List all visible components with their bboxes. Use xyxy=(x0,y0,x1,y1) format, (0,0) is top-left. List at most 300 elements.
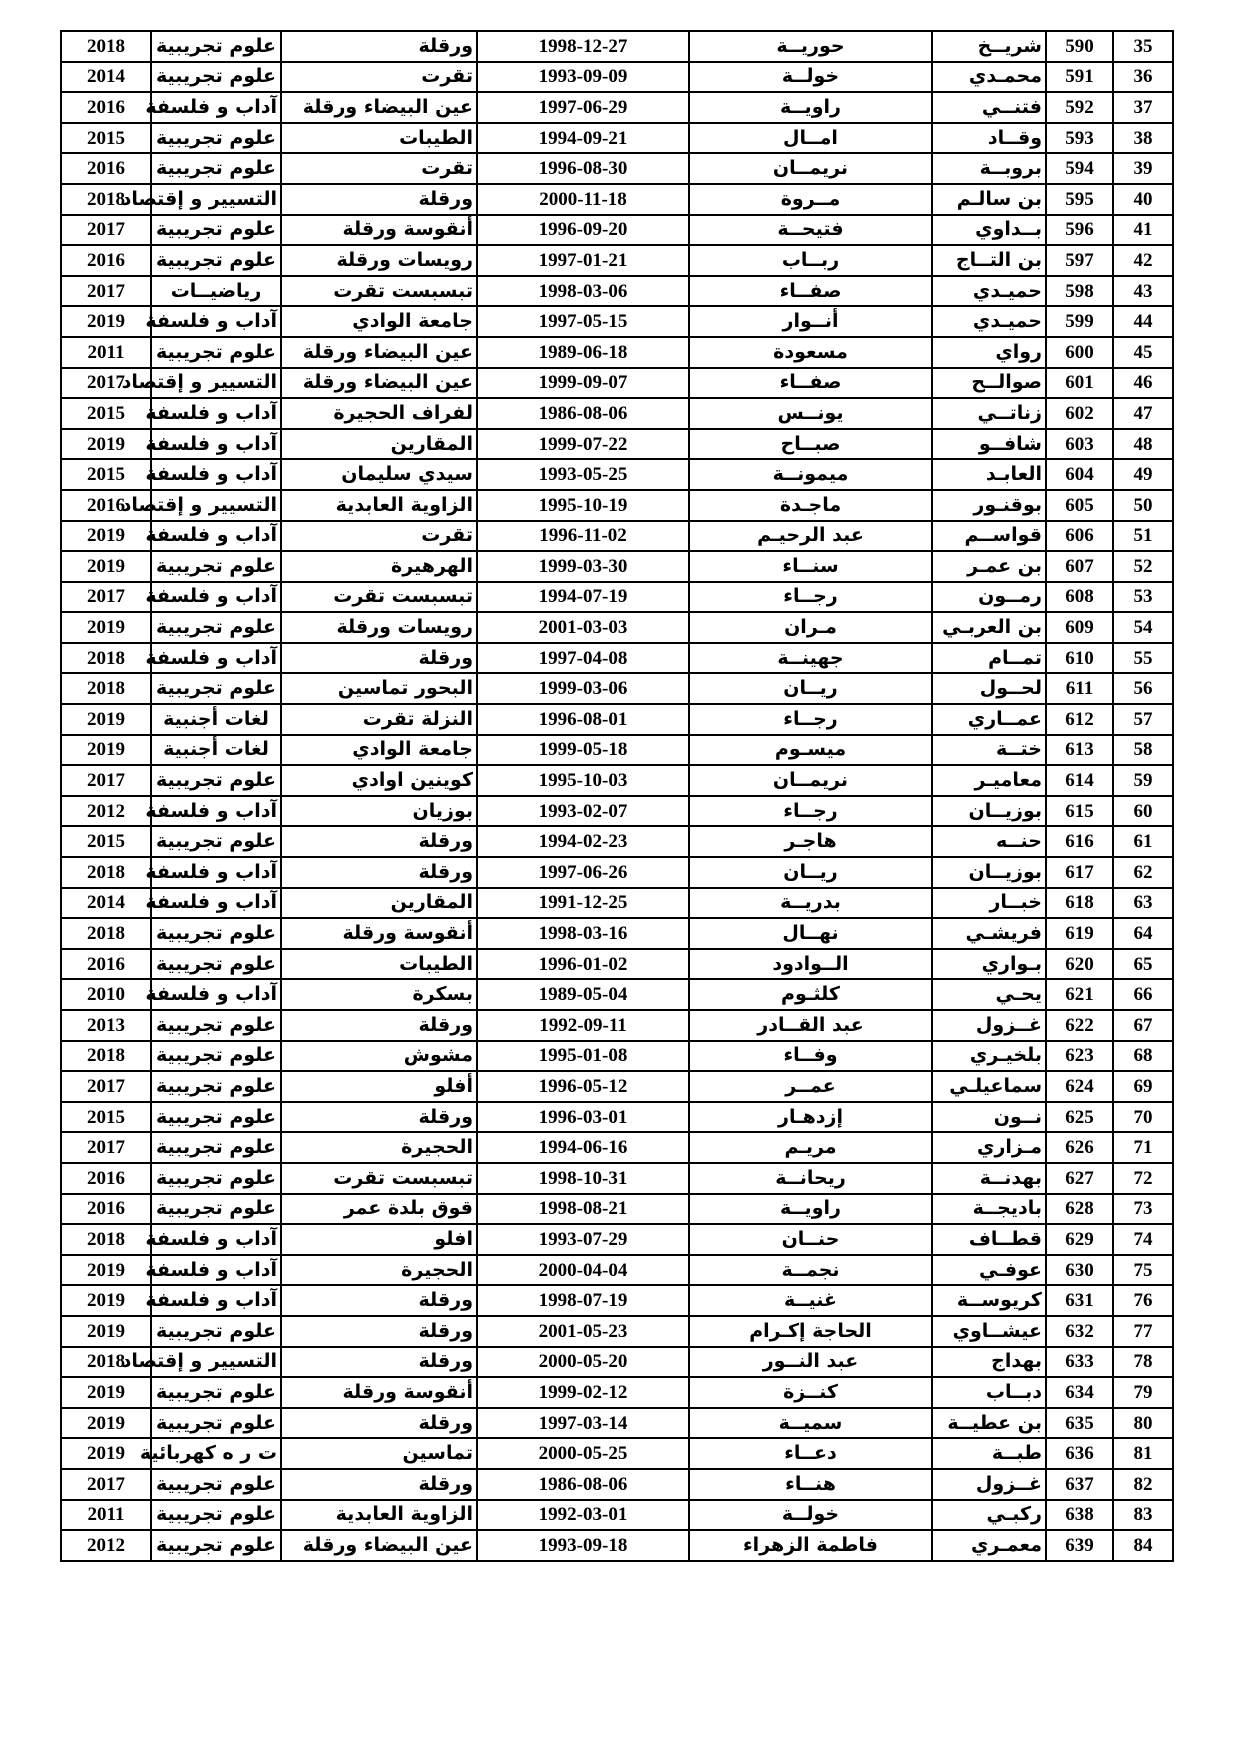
birth-place-cell-text: الطيبات xyxy=(399,952,473,975)
birth-place-cell xyxy=(281,1347,477,1378)
birth-place-cell-text: ورقلة xyxy=(418,1289,473,1312)
branch-cell-text: لغات أجنبية xyxy=(163,707,269,730)
branch-cell-text: علوم تجريبية xyxy=(155,157,276,180)
table-row xyxy=(61,1469,1173,1500)
birth-place-cell xyxy=(281,92,477,123)
row-index-cell: 47 xyxy=(1113,398,1173,429)
birth-date-cell: 1997-01-21 xyxy=(477,245,689,276)
table-row xyxy=(61,521,1173,552)
branch-cell-text: آداب و فلسفة xyxy=(145,799,277,822)
table-row xyxy=(61,368,1173,399)
last-name-cell: بن العربـي xyxy=(932,612,1046,643)
birth-place-cell-text: كوينين اوادي xyxy=(351,769,473,792)
year-cell: 2010 xyxy=(61,979,151,1010)
table-row xyxy=(61,857,1173,888)
branch-cell xyxy=(151,1041,281,1072)
birth-place-cell-text: تبسبست تقرت xyxy=(333,1166,473,1189)
serial-number-cell: 590 xyxy=(1046,31,1113,62)
first-name-cell: صبــاح xyxy=(689,429,932,460)
branch-cell-text: آداب و فلسفة xyxy=(145,95,277,118)
birth-place-cell xyxy=(281,337,477,368)
table-row xyxy=(61,1041,1173,1072)
serial-number-cell: 626 xyxy=(1046,1132,1113,1163)
birth-place-cell-text: ورقلة xyxy=(418,646,473,669)
year-cell: 2019 xyxy=(61,306,151,337)
serial-number-cell: 625 xyxy=(1046,1102,1113,1133)
birth-place-cell-text: لفراف الحجيرة xyxy=(333,401,473,424)
year-cell: 2016 xyxy=(61,949,151,980)
first-name-cell: ميسـوم xyxy=(689,735,932,766)
table-row xyxy=(61,612,1173,643)
branch-cell xyxy=(145,643,281,674)
birth-date-cell: 1998-12-27 xyxy=(477,31,689,62)
birth-place-cell xyxy=(281,1224,477,1255)
table-row xyxy=(61,582,1173,613)
year-cell: 2014 xyxy=(61,62,151,93)
birth-place-cell xyxy=(281,1010,477,1041)
table-row xyxy=(61,1224,1173,1255)
birth-date-cell: 1993-05-25 xyxy=(477,459,689,490)
birth-place-cell-text: ورقلة xyxy=(418,1472,473,1495)
birth-date-cell: 1996-03-01 xyxy=(477,1102,689,1133)
row-index-cell: 76 xyxy=(1113,1285,1173,1316)
serial-number-cell: 596 xyxy=(1046,215,1113,246)
first-name-cell: ماجـدة xyxy=(689,490,932,521)
birth-place-cell xyxy=(281,765,477,796)
year-cell: 2016 xyxy=(61,245,151,276)
birth-place-cell-text: الطيبات xyxy=(399,126,473,149)
year-cell: 2015 xyxy=(61,459,151,490)
year-cell: 2015 xyxy=(61,398,151,429)
birth-place-cell-text: أنقوسة ورقلة xyxy=(342,1380,473,1403)
birth-date-cell: 1998-03-06 xyxy=(477,276,689,307)
first-name-cell: جهينــة xyxy=(689,643,932,674)
birth-place-cell-text: افلو xyxy=(434,1227,473,1250)
table-row xyxy=(61,1408,1173,1439)
year-cell: 2015 xyxy=(61,123,151,154)
serial-number-cell: 607 xyxy=(1046,551,1113,582)
branch-cell xyxy=(145,521,281,552)
serial-number-cell: 632 xyxy=(1046,1316,1113,1347)
year-cell: 2018 xyxy=(61,643,151,674)
first-name-cell: يونــس xyxy=(689,398,932,429)
branch-cell xyxy=(151,1408,281,1439)
year-cell: 2017 xyxy=(61,1071,151,1102)
birth-place-cell xyxy=(281,429,477,460)
row-index-cell: 49 xyxy=(1113,459,1173,490)
birth-place-cell xyxy=(281,276,477,307)
table-row xyxy=(61,92,1173,123)
branch-cell-text: آداب و فلسفة xyxy=(145,1227,277,1250)
birth-place-cell xyxy=(281,796,477,827)
branch-cell-text: لغات أجنبية xyxy=(163,738,269,761)
row-index-cell: 64 xyxy=(1113,918,1173,949)
birth-place-cell xyxy=(281,1041,477,1072)
last-name-cell: بن سالـم xyxy=(932,184,1046,215)
first-name-cell: أنــوار xyxy=(689,306,932,337)
last-name-cell: غــزول xyxy=(932,1010,1046,1041)
first-name-cell: هاجـر xyxy=(689,826,932,857)
last-name-cell: عوفـي xyxy=(932,1255,1046,1286)
year-cell: 2018 xyxy=(61,673,151,704)
serial-number-cell: 591 xyxy=(1046,62,1113,93)
year-cell: 2016 xyxy=(61,1163,151,1194)
last-name-cell: طبــة xyxy=(932,1438,1046,1469)
row-index-cell: 65 xyxy=(1113,949,1173,980)
serial-number-cell: 593 xyxy=(1046,123,1113,154)
table-row xyxy=(61,490,1173,521)
row-index-cell: 52 xyxy=(1113,551,1173,582)
last-name-cell: العابـد xyxy=(932,459,1046,490)
table-row xyxy=(61,551,1173,582)
last-name-cell: كريوســة xyxy=(932,1285,1046,1316)
last-name-cell: صوالــح xyxy=(932,368,1046,399)
table-row xyxy=(61,459,1173,490)
branch-cell-text: آداب و فلسفة xyxy=(145,585,277,608)
branch-cell xyxy=(145,306,281,337)
serial-number-cell: 615 xyxy=(1046,796,1113,827)
birth-place-cell xyxy=(281,673,477,704)
row-index-cell: 53 xyxy=(1113,582,1173,613)
birth-date-cell: 1999-03-06 xyxy=(477,673,689,704)
first-name-cell: صفــاء xyxy=(689,276,932,307)
first-name-cell: عبد الرحيـم xyxy=(689,521,932,552)
first-name-cell: ريــان xyxy=(689,857,932,888)
birth-date-cell: 1999-05-18 xyxy=(477,735,689,766)
birth-date-cell: 1993-09-18 xyxy=(477,1530,689,1561)
birth-place-cell-text: البحور تماسين xyxy=(337,677,473,700)
first-name-cell: سنــاء xyxy=(689,551,932,582)
branch-cell xyxy=(151,337,281,368)
birth-date-cell: 1998-03-16 xyxy=(477,918,689,949)
table-row xyxy=(61,276,1173,307)
branch-cell xyxy=(151,949,281,980)
birth-place-cell-text: عين البيضاء ورقلة xyxy=(302,95,473,118)
branch-cell-text: علوم تجريبية xyxy=(155,1044,276,1067)
branch-cell xyxy=(151,765,281,796)
year-cell: 2015 xyxy=(61,1102,151,1133)
branch-cell-text: التسيير و إقتصاد xyxy=(121,187,277,210)
last-name-cell: حميـدي xyxy=(932,276,1046,307)
birth-date-cell: 1992-09-11 xyxy=(477,1010,689,1041)
birth-date-cell: 1997-03-14 xyxy=(477,1408,689,1439)
year-cell: 2019 xyxy=(61,1285,151,1316)
birth-place-cell-text: أنقوسة ورقلة xyxy=(342,922,473,945)
serial-number-cell: 628 xyxy=(1046,1194,1113,1225)
last-name-cell: معمـري xyxy=(932,1530,1046,1561)
birth-date-cell: 1998-07-19 xyxy=(477,1285,689,1316)
birth-date-cell: 1986-08-06 xyxy=(477,1469,689,1500)
serial-number-cell: 611 xyxy=(1046,673,1113,704)
last-name-cell: حميـدي xyxy=(932,306,1046,337)
birth-place-cell-text: عين البيضاء ورقلة xyxy=(302,1533,473,1556)
row-index-cell: 48 xyxy=(1113,429,1173,460)
serial-number-cell: 608 xyxy=(1046,582,1113,613)
last-name-cell: فريشـي xyxy=(932,918,1046,949)
serial-number-cell: 639 xyxy=(1046,1530,1113,1561)
row-index-cell: 41 xyxy=(1113,215,1173,246)
first-name-cell: نريمــان xyxy=(689,765,932,796)
birth-place-cell xyxy=(281,306,477,337)
row-index-cell: 75 xyxy=(1113,1255,1173,1286)
birth-date-cell: 1989-06-18 xyxy=(477,337,689,368)
branch-cell xyxy=(145,979,281,1010)
first-name-cell: الــوادود xyxy=(689,949,932,980)
birth-place-cell-text: الحجيرة xyxy=(401,1258,473,1281)
first-name-cell: حنــان xyxy=(689,1224,932,1255)
birth-place-cell-text: الزاوية العابدية xyxy=(335,1503,473,1526)
branch-cell-text: آداب و فلسفة xyxy=(145,891,277,914)
first-name-cell: غنيــة xyxy=(689,1285,932,1316)
birth-place-cell-text: سيدي سليمان xyxy=(341,463,473,486)
table-row xyxy=(61,673,1173,704)
last-name-cell: رواي xyxy=(932,337,1046,368)
birth-date-cell: 1995-10-03 xyxy=(477,765,689,796)
branch-cell-text: آداب و فلسفة xyxy=(145,1289,277,1312)
row-index-cell: 56 xyxy=(1113,673,1173,704)
branch-cell xyxy=(121,1347,281,1378)
birth-place-cell-text: ورقلة xyxy=(418,1013,473,1036)
birth-date-cell: 1994-09-21 xyxy=(477,123,689,154)
first-name-cell: بدريــة xyxy=(689,888,932,919)
table-row xyxy=(61,215,1173,246)
branch-cell-text: علوم تجريبية xyxy=(155,830,276,853)
last-name-cell: فتنــي xyxy=(932,92,1046,123)
year-cell: 2018 xyxy=(61,1224,151,1255)
table-row xyxy=(61,979,1173,1010)
birth-place-cell xyxy=(281,215,477,246)
row-index-cell: 58 xyxy=(1113,735,1173,766)
branch-cell xyxy=(151,704,281,735)
serial-number-cell: 610 xyxy=(1046,643,1113,674)
table-row xyxy=(61,1285,1173,1316)
birth-place-cell-text: ورقلة xyxy=(418,1105,473,1128)
birth-place-cell xyxy=(281,979,477,1010)
branch-cell xyxy=(121,368,281,399)
branch-cell-text: علوم تجريبية xyxy=(155,922,276,945)
row-index-cell: 42 xyxy=(1113,245,1173,276)
table-row xyxy=(61,153,1173,184)
branch-cell xyxy=(145,459,281,490)
birth-place-cell xyxy=(281,888,477,919)
birth-date-cell: 1996-05-12 xyxy=(477,1071,689,1102)
birth-date-cell: 1996-01-02 xyxy=(477,949,689,980)
year-cell: 2016 xyxy=(61,153,151,184)
branch-cell xyxy=(145,1255,281,1286)
table-row xyxy=(61,306,1173,337)
birth-place-cell xyxy=(281,1163,477,1194)
first-name-cell: مـران xyxy=(689,612,932,643)
birth-place-cell-text: قوق بلدة عمر xyxy=(343,1197,473,1220)
birth-date-cell: 1992-03-01 xyxy=(477,1500,689,1531)
year-cell: 2013 xyxy=(61,1010,151,1041)
branch-cell xyxy=(121,490,281,521)
birth-place-cell xyxy=(281,949,477,980)
serial-number-cell: 631 xyxy=(1046,1285,1113,1316)
row-index-cell: 68 xyxy=(1113,1041,1173,1072)
table-row xyxy=(61,1438,1173,1469)
birth-place-cell xyxy=(281,1500,477,1531)
row-index-cell: 63 xyxy=(1113,888,1173,919)
birth-date-cell: 1986-08-06 xyxy=(477,398,689,429)
branch-cell xyxy=(151,1377,281,1408)
row-index-cell: 57 xyxy=(1113,704,1173,735)
serial-number-cell: 606 xyxy=(1046,521,1113,552)
row-index-cell: 59 xyxy=(1113,765,1173,796)
branch-cell-text: علوم تجريبية xyxy=(155,1013,276,1036)
year-cell: 2019 xyxy=(61,1377,151,1408)
first-name-cell: دعــاء xyxy=(689,1438,932,1469)
branch-cell-text: علوم تجريبية xyxy=(155,1472,276,1495)
birth-place-cell-text: النزلة تقرت xyxy=(362,707,473,730)
year-cell: 2019 xyxy=(61,735,151,766)
first-name-cell: هنــاء xyxy=(689,1469,932,1500)
first-name-cell: نهــال xyxy=(689,918,932,949)
branch-cell xyxy=(145,429,281,460)
last-name-cell: لحــول xyxy=(932,673,1046,704)
year-cell: 2016 xyxy=(61,490,151,521)
row-index-cell: 80 xyxy=(1113,1408,1173,1439)
branch-cell xyxy=(145,1285,281,1316)
birth-date-cell: 2000-05-25 xyxy=(477,1438,689,1469)
last-name-cell: غــزول xyxy=(932,1469,1046,1500)
branch-cell-text: علوم تجريبية xyxy=(155,1166,276,1189)
table-row xyxy=(61,429,1173,460)
first-name-cell: راويــة xyxy=(689,1194,932,1225)
serial-number-cell: 599 xyxy=(1046,306,1113,337)
branch-cell-text: علوم تجريبية xyxy=(155,126,276,149)
first-name-cell: سميــة xyxy=(689,1408,932,1439)
table-row xyxy=(61,184,1173,215)
last-name-cell: زناتــي xyxy=(932,398,1046,429)
table-row xyxy=(61,1347,1173,1378)
serial-number-cell: 629 xyxy=(1046,1224,1113,1255)
first-name-cell: رجــاء xyxy=(689,582,932,613)
birth-place-cell xyxy=(281,1438,477,1469)
row-index-cell: 69 xyxy=(1113,1071,1173,1102)
table-row xyxy=(61,31,1173,62)
table-row xyxy=(61,1102,1173,1133)
first-name-cell: راويــة xyxy=(689,92,932,123)
row-index-cell: 40 xyxy=(1113,184,1173,215)
birth-place-cell xyxy=(281,1285,477,1316)
branch-cell xyxy=(151,826,281,857)
birth-date-cell: 1998-10-31 xyxy=(477,1163,689,1194)
table-row xyxy=(61,1071,1173,1102)
last-name-cell: محمـدي xyxy=(932,62,1046,93)
birth-date-cell: 1994-07-19 xyxy=(477,582,689,613)
last-name-cell: بــداوي xyxy=(932,215,1046,246)
birth-place-cell xyxy=(281,398,477,429)
branch-cell-text: التسيير و إقتصاد xyxy=(121,1350,277,1373)
birth-place-cell-text: ورقلة xyxy=(418,860,473,883)
birth-date-cell: 1996-09-20 xyxy=(477,215,689,246)
row-index-cell: 74 xyxy=(1113,1224,1173,1255)
branch-cell-text: آداب و فلسفة xyxy=(145,432,277,455)
table-row xyxy=(61,704,1173,735)
serial-number-cell: 605 xyxy=(1046,490,1113,521)
birth-place-cell-text: الهرهيرة xyxy=(391,554,473,577)
last-name-cell: بوقنـور xyxy=(932,490,1046,521)
birth-place-cell xyxy=(281,245,477,276)
birth-place-cell-text: رويسات ورقلة xyxy=(336,248,473,271)
branch-cell xyxy=(151,1194,281,1225)
branch-cell-text: علوم تجريبية xyxy=(155,65,276,88)
year-cell: 2019 xyxy=(61,704,151,735)
birth-place-cell-text: تبسبست تقرت xyxy=(333,585,473,608)
serial-number-cell: 617 xyxy=(1046,857,1113,888)
birth-date-cell: 1997-05-15 xyxy=(477,306,689,337)
branch-cell-text: آداب و فلسفة xyxy=(145,463,277,486)
row-index-cell: 39 xyxy=(1113,153,1173,184)
last-name-cell: بهدنــة xyxy=(932,1163,1046,1194)
branch-cell-text: آداب و فلسفة xyxy=(145,401,277,424)
row-index-cell: 78 xyxy=(1113,1347,1173,1378)
birth-date-cell: 2000-11-18 xyxy=(477,184,689,215)
branch-cell xyxy=(145,796,281,827)
last-name-cell: خبــار xyxy=(932,888,1046,919)
row-index-cell: 67 xyxy=(1113,1010,1173,1041)
branch-cell-text: علوم تجريبية xyxy=(155,1136,276,1159)
birth-date-cell: 1999-03-30 xyxy=(477,551,689,582)
year-cell: 2019 xyxy=(61,1316,151,1347)
birth-place-cell-text: تماسين xyxy=(402,1442,473,1465)
table-row xyxy=(61,1163,1173,1194)
birth-place-cell-text: ورقلة xyxy=(418,1411,473,1434)
birth-date-cell: 1996-08-01 xyxy=(477,704,689,735)
birth-place-cell xyxy=(281,643,477,674)
table-row xyxy=(61,62,1173,93)
serial-number-cell: 603 xyxy=(1046,429,1113,460)
branch-cell-text: علوم تجريبية xyxy=(155,1533,276,1556)
branch-cell-text: التسيير و إقتصاد xyxy=(121,493,277,516)
branch-cell xyxy=(151,1102,281,1133)
last-name-cell: عمــاري xyxy=(932,704,1046,735)
birth-place-cell-text: الحجيرة xyxy=(401,1136,473,1159)
table-row xyxy=(61,918,1173,949)
serial-number-cell: 618 xyxy=(1046,888,1113,919)
branch-cell-text: علوم تجريبية xyxy=(155,218,276,241)
branch-cell xyxy=(151,1316,281,1347)
table-row xyxy=(61,1010,1173,1041)
row-index-cell: 77 xyxy=(1113,1316,1173,1347)
table-row xyxy=(61,826,1173,857)
row-index-cell: 35 xyxy=(1113,31,1173,62)
branch-cell xyxy=(151,1163,281,1194)
year-cell: 2018 xyxy=(61,31,151,62)
branch-cell xyxy=(151,1469,281,1500)
birth-place-cell-text: تقرت xyxy=(421,157,473,180)
first-name-cell: حوريــة xyxy=(689,31,932,62)
last-name-cell: قطــاف xyxy=(932,1224,1046,1255)
last-name-cell: بـواري xyxy=(932,949,1046,980)
table-row xyxy=(61,1194,1173,1225)
birth-place-cell xyxy=(281,1469,477,1500)
birth-place-cell xyxy=(281,490,477,521)
birth-place-cell-text: بسكرة xyxy=(412,983,473,1006)
last-name-cell: بروبــة xyxy=(932,153,1046,184)
table-row xyxy=(61,1377,1173,1408)
row-index-cell: 55 xyxy=(1113,643,1173,674)
last-name-cell: نــون xyxy=(932,1102,1046,1133)
table-row xyxy=(61,888,1173,919)
first-name-cell: مريـم xyxy=(689,1132,932,1163)
last-name-cell: ركبـي xyxy=(932,1500,1046,1531)
branch-cell xyxy=(151,1071,281,1102)
table-row xyxy=(61,1255,1173,1286)
branch-cell xyxy=(151,735,281,766)
birth-place-cell-text: المقارين xyxy=(390,891,473,914)
